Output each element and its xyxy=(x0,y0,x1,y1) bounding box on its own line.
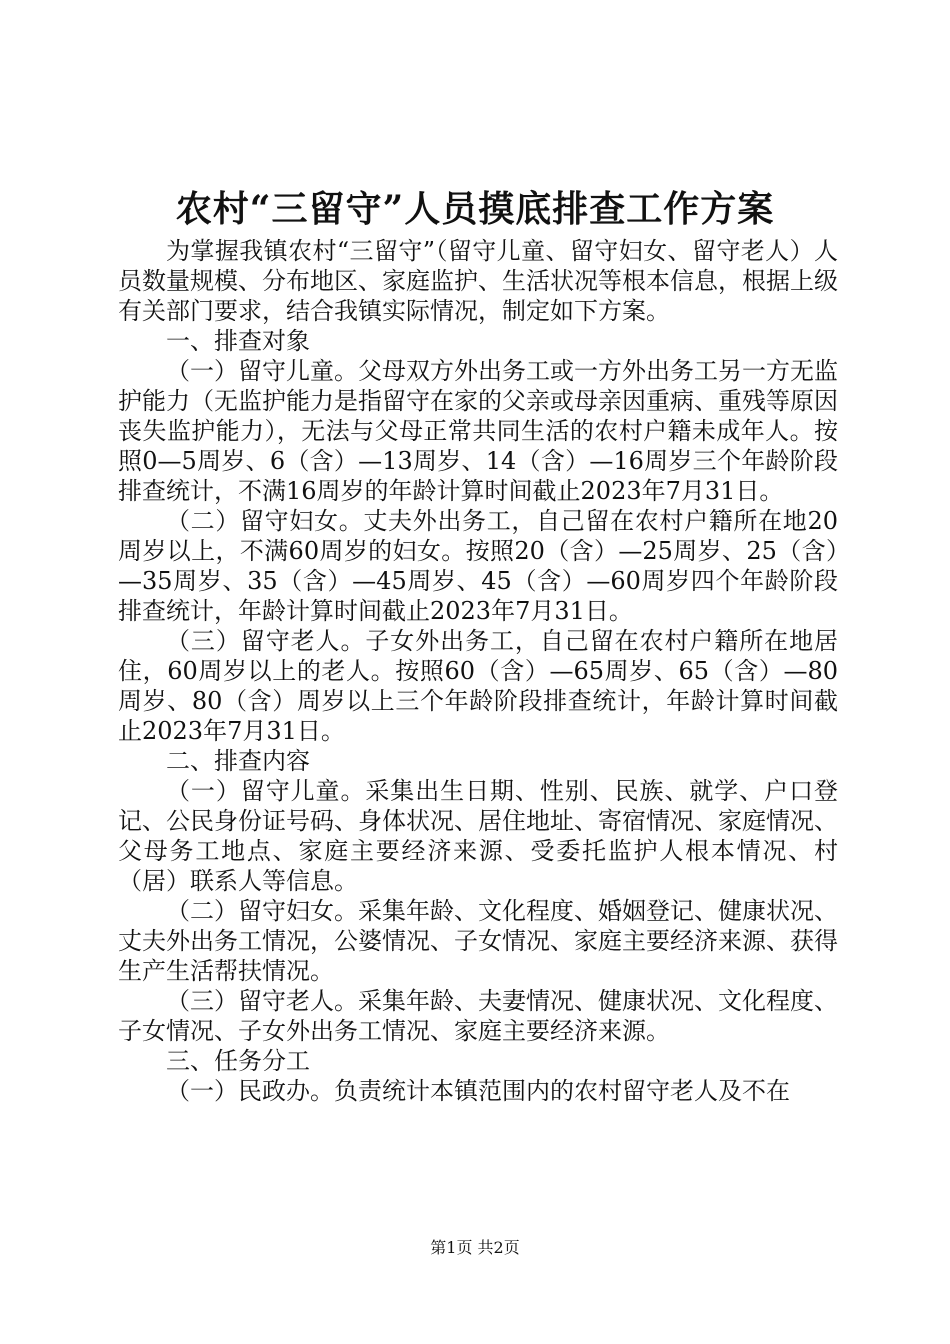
document-body xyxy=(118,236,838,1106)
intro-paragraph: 为掌握我镇农村“三留守”（留守儿童、留守妇女、留守老人）人员数量规模、分布地区、家庭监护、生活状况等根本信息，根据上级有关部门要求，结合我镇实际情况，制定如下方案。 xyxy=(118,237,838,325)
section-heading: 二、排查内容 xyxy=(166,747,310,775)
page-number-footer: 第1页 共2页 xyxy=(430,1238,520,1257)
body-paragraph: （一）留守儿童。父母双方外出务工或一方外出务工另一方无监护能力（无监护能力是指留守在家的父亲或母亲因重病、重残等原因丧失监护能力），无法与父母正常共同生活的农村户籍未成年人。按照0—5周岁、6（含）—13周岁、14（含）—16周岁三个年龄阶段排查统计，不满16周岁的年龄计算时间截止2023年7月31日。 xyxy=(118,357,838,505)
document-title: 农村“三留守”人员摸底排查工作方案 xyxy=(175,188,775,230)
section-heading: 一、排查对象 xyxy=(166,327,310,355)
section-heading: 三、任务分工 xyxy=(166,1047,310,1075)
body-paragraph: （三）留守老人。子女外出务工，自己留在农村户籍所在地居住，60周岁以上的老人。按照60（含）—65周岁、65（含）—80周岁、80（含）周岁以上三个年龄阶段排查统计，年龄计算时间截止2023年7月31日。 xyxy=(118,627,838,745)
body-paragraph: （二）留守妇女。丈夫外出务工，自己留在农村户籍所在地20周岁以上，不满60周岁的妇女。按照20（含）—25周岁、25（含）—35周岁、35（含）—45周岁、45（含）—60周岁四个年龄阶段排查统计，年龄计算时间截止2023年7月31日。 xyxy=(118,507,838,625)
body-paragraph: （三）留守老人。采集年龄、夫妻情况、健康状况、文化程度、子女情况、子女外出务工情况、家庭主要经济来源。 xyxy=(118,987,838,1045)
body-paragraph: （二）留守妇女。采集年龄、文化程度、婚姻登记、健康状况、丈夫外出务工情况，公婆情况、子女情况、家庭主要经济来源、获得生产生活帮扶情况。 xyxy=(118,897,838,985)
body-paragraph: （一）留守儿童。采集出生日期、性别、民族、就学、户口登记、公民身份证号码、身体状况、居住地址、寄宿情况、家庭情况、父母务工地点、家庭主要经济来源、受委托监护人根本情况、村（居）联系人等信息。 xyxy=(118,777,838,895)
body-paragraph: （一）民政办。负责统计本镇范围内的农村留守老人及不在 xyxy=(166,1077,790,1105)
